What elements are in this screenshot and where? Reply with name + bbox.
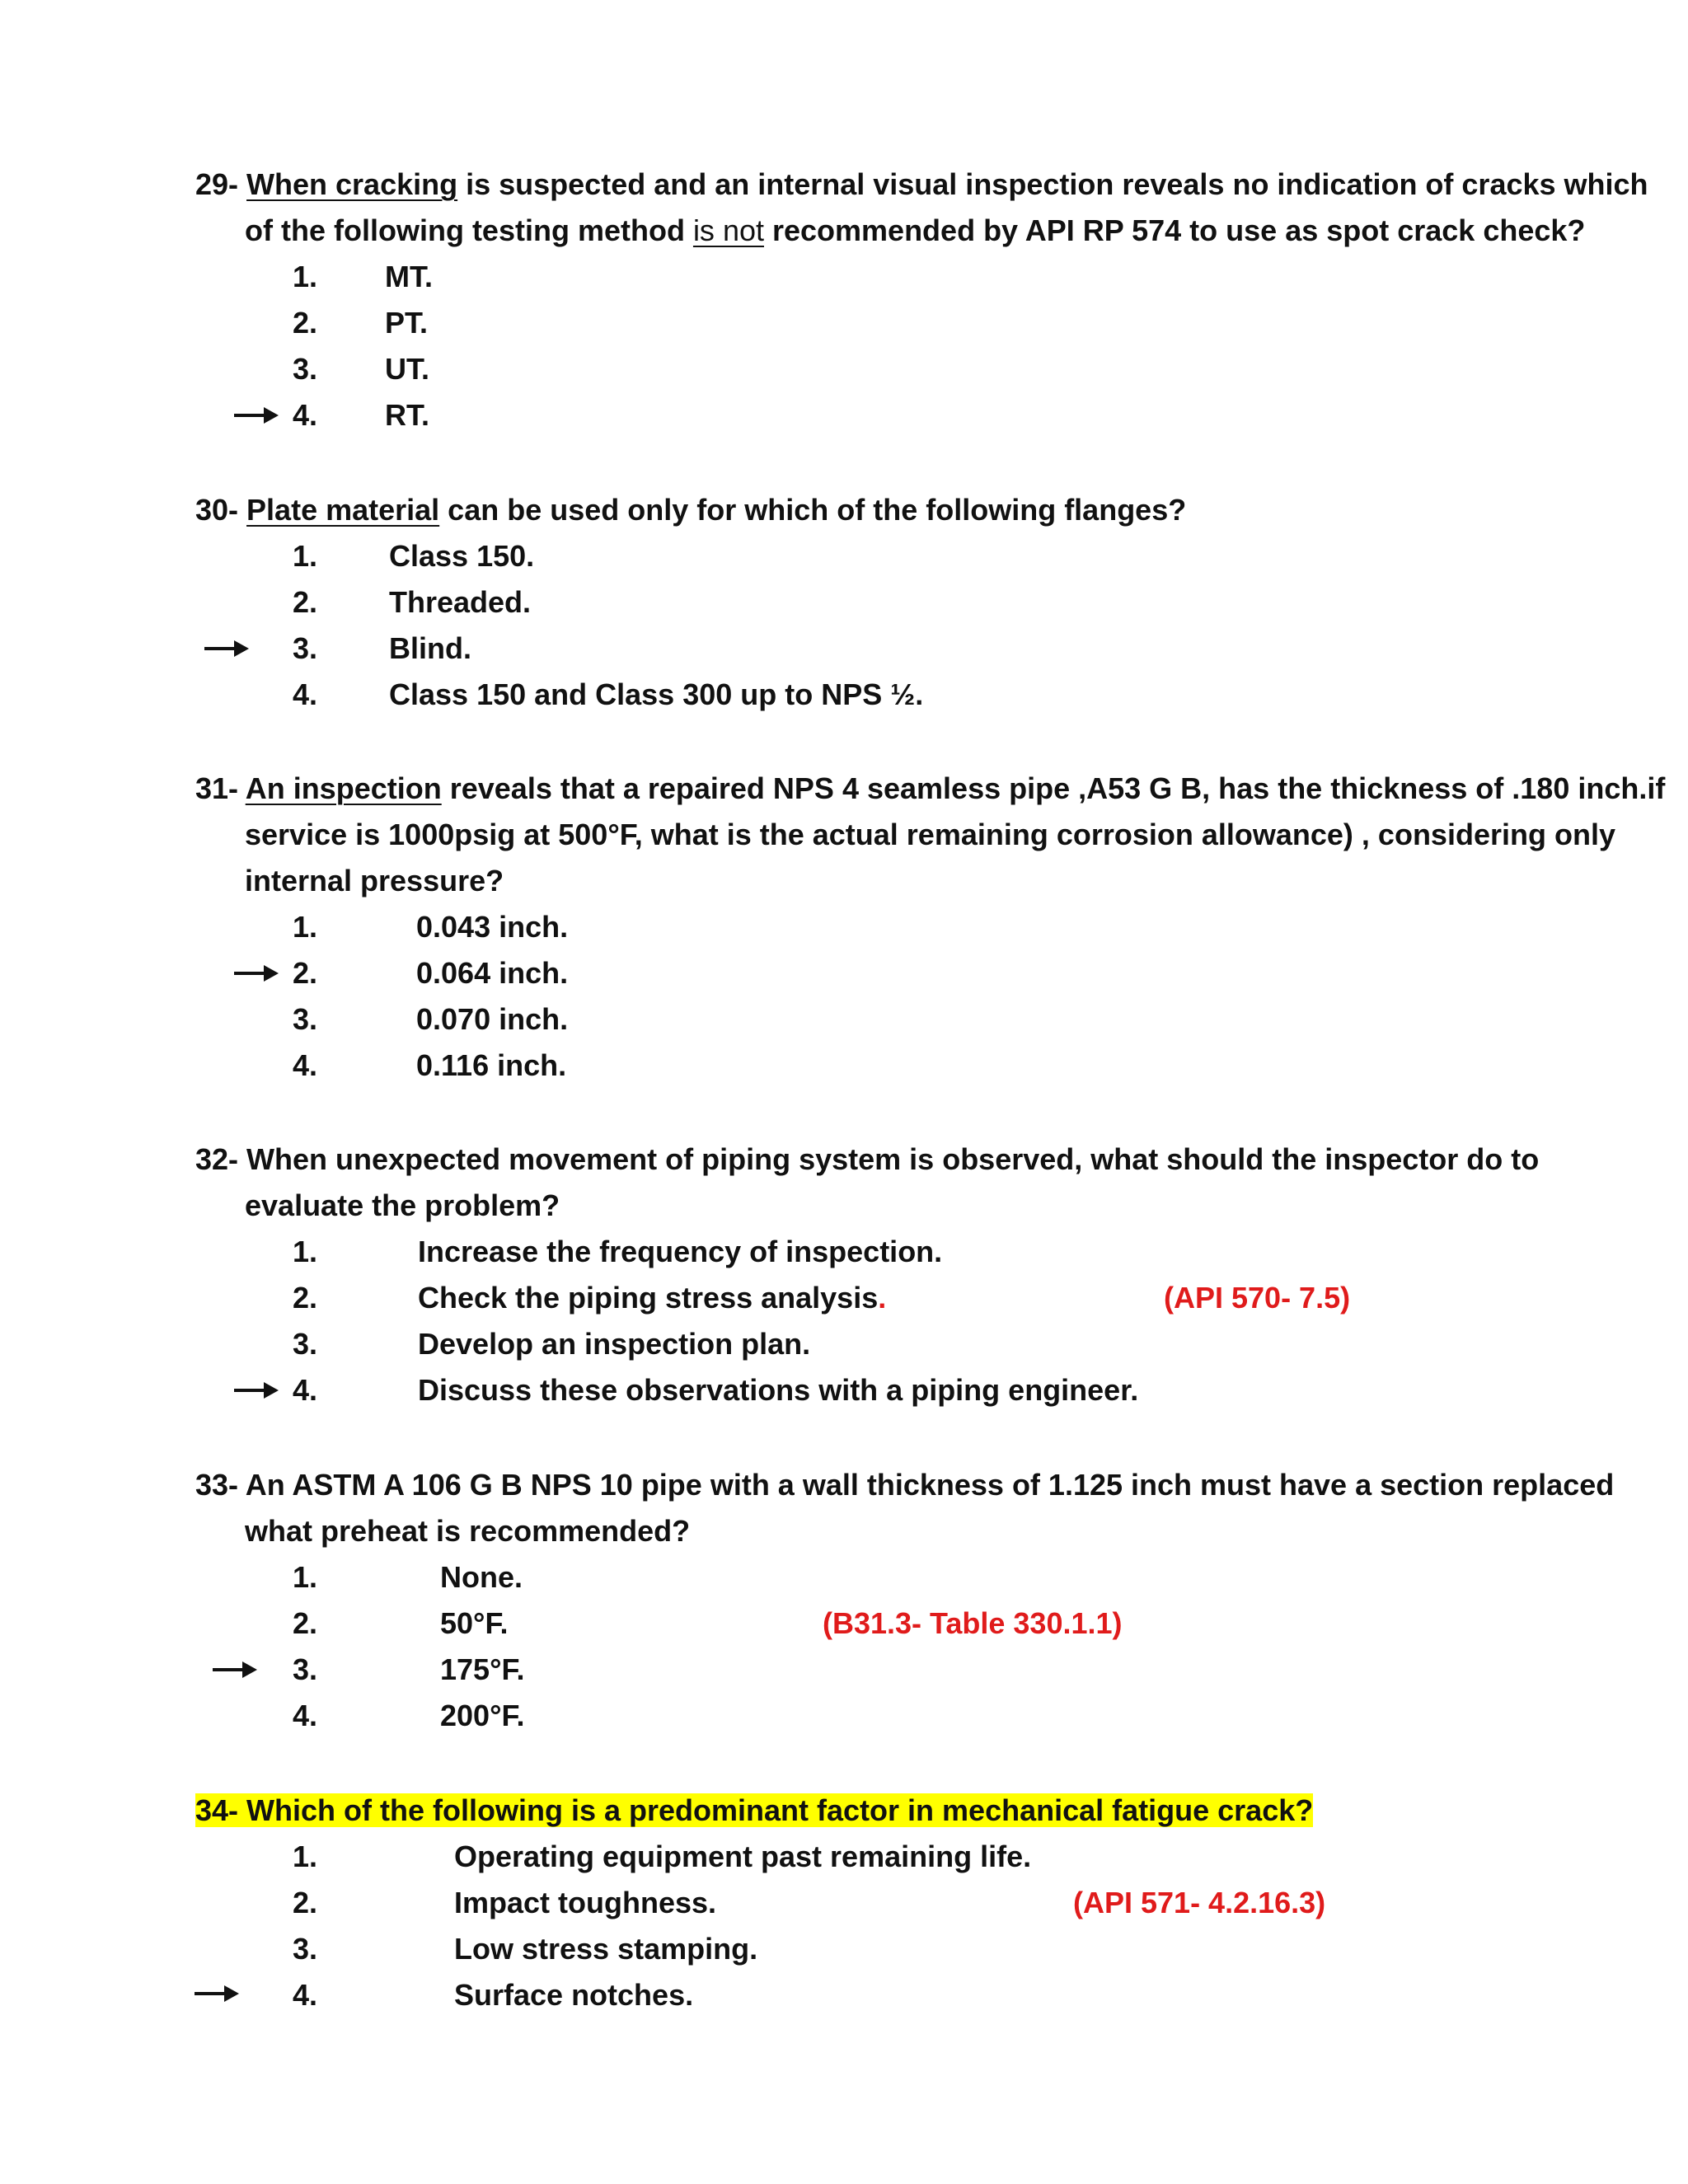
question-number: 32- (195, 1142, 239, 1176)
option-number: 2. (293, 956, 318, 990)
option-text: 0.070 inch. (416, 1002, 569, 1036)
right-arrow-icon (195, 1972, 241, 2018)
option-31-4 (0, 1043, 1688, 1089)
option-31-1 (0, 904, 1688, 950)
question-number: 29- (195, 167, 239, 201)
question-text: reveals that a repaired NPS 4 seamless pipe ,A53 G B, has the thickness of .180 inch.if (441, 771, 1666, 805)
question-30 (195, 487, 1186, 533)
question-33-line-2: what preheat is recommended? (245, 1514, 691, 1548)
option-text: 50°F. (440, 1606, 509, 1640)
option-text: 0.043 inch. (416, 910, 569, 944)
option-34-2 (0, 1880, 1688, 1926)
option-30-1 (0, 533, 1688, 579)
question-32 (195, 1137, 1539, 1229)
option-text: MT. (385, 260, 433, 293)
option-text: PT. (385, 306, 429, 340)
option-number: 4. (293, 1048, 318, 1082)
question-33-line-1 (195, 1462, 1614, 1508)
option-number: 3. (293, 1932, 318, 1966)
option-number: 1. (293, 1560, 318, 1594)
option-text: Blind. (389, 631, 471, 665)
question-text: When unexpected movement of piping system is observed, what should the inspector do to (246, 1142, 1540, 1176)
question-text: Which of the following is a predominant factor in mechanical fatigue crack? (246, 1793, 1314, 1827)
question-text: can be used only for which of the following flanges? (439, 493, 1187, 527)
option-text: Check the piping stress analysis (418, 1281, 879, 1315)
question-31 (195, 766, 1665, 904)
option-text: Threaded. (389, 585, 532, 619)
option-34-1 (0, 1834, 1688, 1880)
option-text: Develop an inspection plan. (418, 1327, 811, 1361)
option-32-3 (0, 1321, 1688, 1367)
question-text: of the following testing method (245, 213, 693, 247)
option-number: 2. (293, 1606, 318, 1640)
option-text: Impact toughness. (454, 1886, 717, 1919)
question-29 (195, 162, 1648, 254)
option-text: Operating equipment past remaining life. (454, 1840, 1032, 1873)
option-text: Discuss these observations with a piping engineer. (418, 1373, 1139, 1407)
question-33 (195, 1462, 1614, 1554)
right-arrow-icon (234, 950, 280, 996)
option-number: 3. (293, 1327, 318, 1361)
option-number: 1. (293, 260, 318, 293)
question-34 (195, 1788, 1313, 1834)
question-keyword: An inspection (245, 771, 442, 805)
reference-note: (API 570- 7.5) (1164, 1281, 1351, 1315)
option-number: 4. (293, 1978, 318, 2012)
option-34-3 (0, 1926, 1688, 1972)
option-text: Increase the frequency of inspection. (418, 1235, 943, 1268)
right-arrow-icon (213, 1647, 259, 1693)
option-29-2 (0, 300, 1688, 346)
option-text: Low stress stamping. (454, 1932, 758, 1966)
option-number: 3. (293, 1002, 318, 1036)
reference-note: (B31.3- Table 330.1.1) (823, 1606, 1123, 1640)
option-number: 2. (293, 1281, 318, 1315)
question-31-line-3: internal pressure? (245, 864, 504, 898)
option-number: 2. (293, 585, 318, 619)
option-34-4 (0, 1972, 1688, 2018)
option-31-3 (0, 996, 1688, 1043)
option-number: 3. (293, 1652, 318, 1686)
option-33-4 (0, 1693, 1688, 1739)
question-32-line-2: evaluate the problem? (245, 1188, 560, 1222)
option-text: 0.064 inch. (416, 956, 569, 990)
option-number: 1. (293, 539, 318, 573)
question-text: An ASTM A 106 G B NPS 10 pipe with a wall thickness of 1.125 inch must have a section replaced (245, 1468, 1615, 1502)
question-emphasis: is not (692, 213, 764, 247)
option-number: 4. (293, 677, 318, 711)
option-number: 4. (293, 1373, 318, 1407)
question-text: is suspected and an internal visual inspection reveals no indication of cracks which (457, 167, 1648, 201)
option-29-3 (0, 346, 1688, 392)
option-number: 1. (293, 910, 318, 944)
option-number: 3. (293, 631, 318, 665)
highlighted-question (195, 1793, 1313, 1827)
option-30-3 (0, 626, 1688, 672)
option-text: UT. (385, 352, 429, 386)
option-number: 4. (293, 1699, 318, 1732)
question-number: 30- (195, 493, 239, 527)
option-30-2 (0, 579, 1688, 626)
option-32-2 (0, 1275, 1688, 1321)
question-number: 34- (195, 1793, 239, 1827)
reference-note: (API 571- 4.2.16.3) (1073, 1886, 1326, 1919)
option-number: 4. (293, 398, 318, 432)
question-number: 33- (195, 1468, 239, 1502)
option-number: 1. (293, 1235, 318, 1268)
option-text: Class 150. (389, 539, 535, 573)
option-number: 2. (293, 306, 318, 340)
right-arrow-icon (204, 626, 251, 672)
option-text: 175°F. (440, 1652, 525, 1686)
option-32-1 (0, 1229, 1688, 1275)
question-31-line-2: service is 1000psig at 500°F, what is the actual remaining corrosion allowance) , considering only (245, 818, 1615, 851)
option-number: 1. (293, 1840, 318, 1873)
option-text: Surface notches. (454, 1978, 694, 2012)
option-number: 3. (293, 352, 318, 386)
option-30-4 (0, 672, 1688, 718)
right-arrow-icon (234, 392, 280, 438)
option-number: 2. (293, 1886, 318, 1919)
question-keyword: Plate material (246, 493, 440, 527)
question-29-line-1 (195, 162, 1648, 208)
option-text: None. (440, 1560, 523, 1594)
option-text: 0.116 inch. (416, 1048, 567, 1082)
option-text: RT. (385, 398, 429, 432)
option-text: Class 150 and Class 300 up to NPS ½. (389, 677, 924, 711)
question-keyword: When cracking (246, 167, 458, 201)
right-arrow-icon (234, 1367, 280, 1413)
option-text-period: . (878, 1281, 887, 1315)
option-29-1 (0, 254, 1688, 300)
question-34-line-1 (195, 1788, 1313, 1834)
question-30-line-1 (195, 487, 1186, 533)
question-32-line-1 (195, 1137, 1539, 1183)
option-33-1 (0, 1554, 1688, 1601)
question-31-line-1 (195, 766, 1665, 812)
question-number: 31- (195, 771, 239, 805)
question-29-line-2 (195, 208, 1648, 254)
option-text: 200°F. (440, 1699, 525, 1732)
question-text: recommended by API RP 574 to use as spot crack check? (763, 213, 1586, 247)
